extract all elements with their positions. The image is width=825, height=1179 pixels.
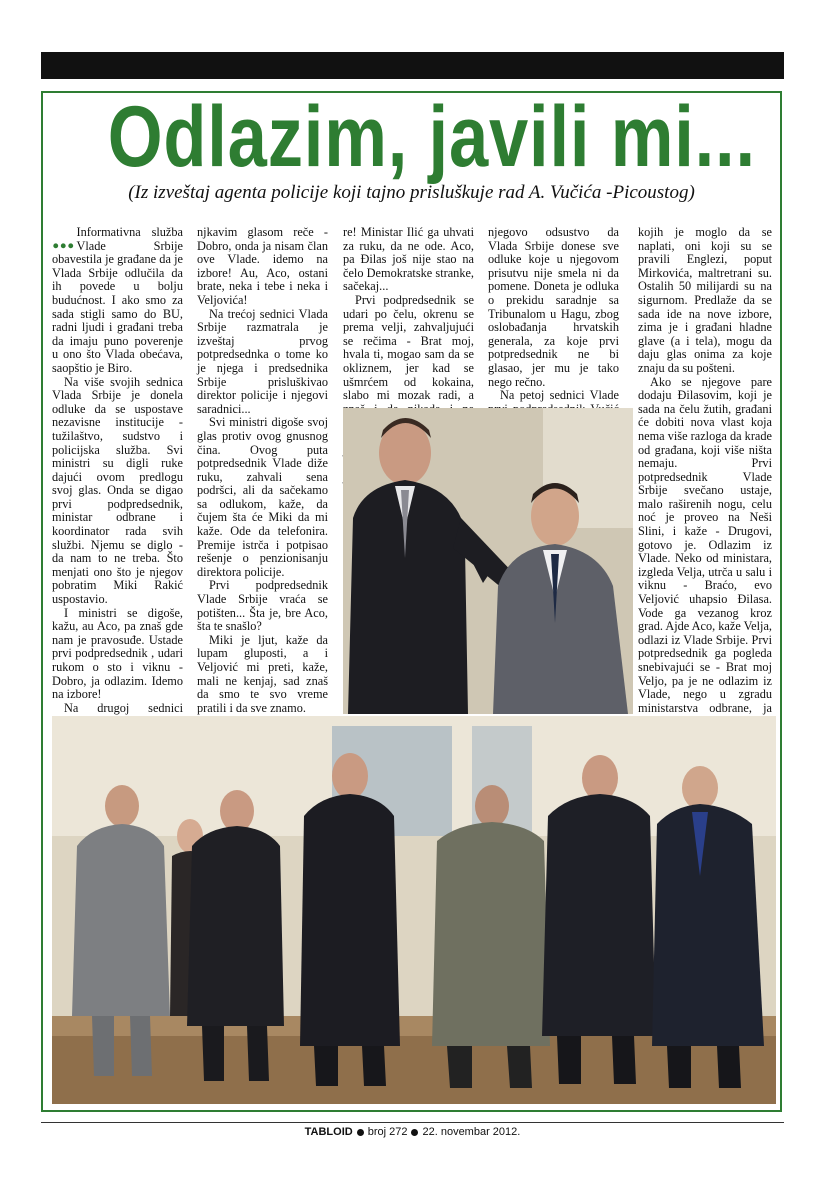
page-footer: [0, 1126, 825, 1138]
paragraph: Svi ministri digoše svoj glas protiv ovog gnusnog čina. Ovog puta potpredsednik Vlade diže ruku, zahvali sena podršci, ali da sačekamo sa odlukom, kaže, da čujem šta će Miki da mi kaže. Ode da telefonira. Premije istrča i potpisao rešenje o penzionisanju direktora policije.: [197, 415, 328, 579]
subtitle: (Iz izveštaj agenta policije koji tajno prisluškuje rad A. Vučića -Picoustog): [128, 182, 695, 203]
issue-date: 22. novembar 2012.: [422, 1126, 521, 1138]
paragraph: Na drugoj sednici: [64, 700, 183, 715]
headline: Odlazim, javili mi...: [107, 89, 756, 185]
drop-cap-dots: ...: [52, 222, 75, 255]
footer-rule: [41, 1122, 784, 1123]
photo-group-applauding: [52, 716, 776, 1104]
paragraph: Na trećoj sednici Vlada Srbije razmatrala je izveštaj prvog potpredsednka o tome ko je njega i predsednika Srbije prisluškivao direktor policije i njegovi saradnici...: [197, 306, 328, 416]
paragraph: Na više svojih sednica Vlada Srbije je donela odluke da se uspostave nezavisne institucije - tužilaštvo, sudstvo i policijska služba. Svi ministri su digli ruke dajući ovom predlogu svoj glas. Onda se digao prvi podpredsednik, ministar odbrane i koordinator rada svih službi. Njemu se diglo - da nam to ne treba. Što menjati ono što je njegov pobratim Miki Rakić uspostavio.: [52, 374, 183, 607]
bullet-icon: [357, 1129, 364, 1136]
paragraph: kojih je moglo da se naplati, oni koji su se pravili Englezi, poput Mirkovića, maltretrani su. Ostalih 50 milijardi su na sigurnom. Predlaže da se sada ide na nove izbore, zima je i građani hladne glave (a i tela), mogu da daju glas onima za koje znaju da su pošteni.: [638, 225, 772, 375]
publication-name: TABLOID: [304, 1126, 353, 1138]
paragraph: ... Informativna služba Vlade Srbije obavestila je građane da je Vlada Srbije odlučila da ih povede u bolju budućnost. I ako smo za sada stigli samo do BU, radni ljudi i građani treba da imaju puno poverenje u ono što Vlada obećava, saopštio je Biro.: [52, 222, 183, 375]
photo-two-officials-illustration: [343, 408, 633, 714]
photo-two-officials: [343, 408, 633, 714]
paragraph: Ako se njegove pare dodaju Đilasovim, koji je sada na čelu žutih, građani će dobiti nova vlast koja nema više razloga da krade od građana, koji više ništa nemaju. Prvi potpredsednik Vlade Srbije svečano ustaje, malo raširenih nogu, celu noć je proveo na Neši Slini, i kaže - Drugovi, gotovo je. Odlazim iz Vlade. Neko od ministara, izgleda Velja, utrča u salu i viknu - Braćo, evo Veljović uhapsio Đilasa. Vode ga vezanog kroz grad. Ajde Aco, kaže Velja, odlazi iz Vlade Srbije. Prvi potpredsednik ga pogleda snebivajući se - Brat moj Veljo, pa je ne odlazim iz Vlade, nego u zgradu ministarstva odbrane, ja: [638, 374, 772, 715]
paragraph: Prvi podpredsednik se udari po čelu, okrenu se prema velji, zahvaljujući se rečima - Brat moj, hvala ti, mogao sam da se okliznem, jer kad se ušmrćem od kokaina, slabo mi mozak radi, a: [343, 292, 474, 403]
top-black-bar: [41, 52, 784, 79]
paragraph: I ministri se digoše, kažu, au Aco, pa znaš gde nam je pravosuđe. Ustade prvi podpredsednik , udari rukom o sto i viknu - Dobro, ja odlazim. Idemo na izbore!: [52, 605, 183, 702]
photo-group-applauding-illustration: [52, 716, 776, 1104]
paragraph: Miki je ljut, kaže da lupam gluposti, a i Veljović mi preti, kaže, mali ne kenjaj, sad znaš da smo te svo vreme pratili i da sve znamo.: [197, 632, 328, 715]
paragraph: re! Ministar Ilić ga uhvati za ruku, da ne ode. Aco, pa Đilas još nije stao na čelo Demokratske stranke, sačekaj...: [343, 225, 474, 294]
bullet-icon: [411, 1129, 418, 1136]
paragraph: Prvi podpredsednik Vlade Srbije vraća se potišten... Šta je, bre Aco, šta te snašlo?: [197, 578, 328, 634]
paragraph: Na petoj sednici Vlade: [500, 388, 619, 403]
paragraph: njkavim glasom reče - Dobro, onda ja nisam član ove Vlade. idemo na izbore! Au, Aco, ostani brate, neka i tebe i neka i Veljovića!: [197, 225, 328, 307]
issue-number: broj 272: [367, 1126, 408, 1138]
paragraph: njegovo odsustvo da Vlada Srbije donese sve odluke koje u njegovom prisutvu nije smela ni da pomene. Doneta je odluka o prekidu saradnje sa Tribunalom u Hagu, zbog oslobađanja hrvatskih generala, za koje prvi potpredsednik ne bi glasao, jer mu je tako nego rečno.: [488, 225, 619, 389]
